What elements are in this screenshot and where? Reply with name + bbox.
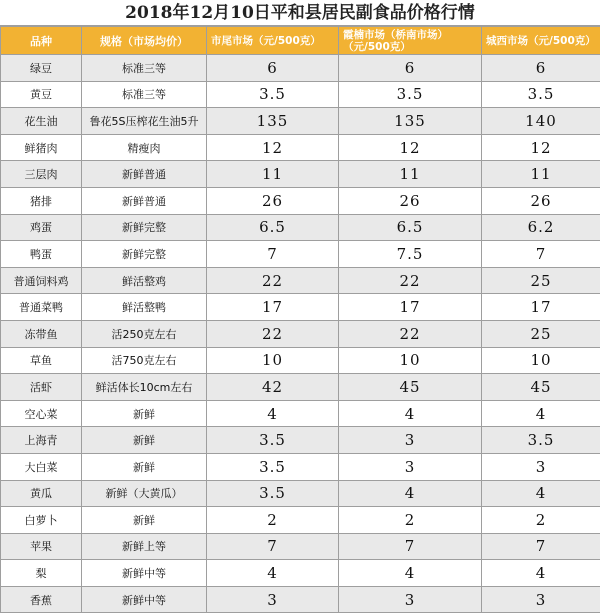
price-chengxi-cell: 2 [482, 507, 600, 534]
column-header-xianan-market: 霞楠市场（桥南市场）（元/500克） [339, 27, 482, 55]
price-xianan-cell: 10 [339, 347, 482, 374]
item-name-cell: 梨 [1, 560, 82, 587]
item-name-cell: 绿豆 [1, 55, 82, 82]
column-header-shiwei-market: 市尾市场（元/500克） [207, 27, 339, 55]
item-spec-cell: 新鲜中等 [82, 586, 207, 613]
column-header-chengxi-market: 城西市场（元/500克） [482, 27, 600, 55]
price-chengxi-cell: 10 [482, 347, 600, 374]
table-row [1, 480, 600, 507]
price-shiwei-cell: 6 [207, 55, 339, 82]
price-shiwei-cell: 12 [207, 134, 339, 161]
item-name-cell: 普通菜鸭 [1, 294, 82, 321]
item-spec-cell: 活250克左右 [82, 320, 207, 347]
table-row [1, 507, 600, 534]
price-chengxi-cell: 25 [482, 320, 600, 347]
price-xianan-cell: 7 [339, 533, 482, 560]
price-shiwei-cell: 3.5 [207, 480, 339, 507]
item-name-cell: 大白菜 [1, 453, 82, 480]
table-row [1, 161, 600, 188]
price-shiwei-cell: 11 [207, 161, 339, 188]
item-name-cell: 黄瓜 [1, 480, 82, 507]
item-spec-cell: 新鲜 [82, 427, 207, 454]
price-xianan-cell: 7.5 [339, 241, 482, 268]
price-chengxi-cell: 3.5 [482, 427, 600, 454]
price-xianan-cell: 6.5 [339, 214, 482, 241]
item-name-cell: 鸭蛋 [1, 241, 82, 268]
price-chengxi-cell: 6 [482, 55, 600, 82]
price-shiwei-cell: 3.5 [207, 453, 339, 480]
price-chengxi-cell: 7 [482, 241, 600, 268]
item-name-cell: 活虾 [1, 374, 82, 401]
price-chengxi-cell: 3 [482, 586, 600, 613]
price-shiwei-cell: 135 [207, 108, 339, 135]
price-chengxi-cell: 12 [482, 134, 600, 161]
table-row [1, 586, 600, 613]
column-header-spec: 规格（市场均价） [82, 27, 207, 55]
table-row [1, 267, 600, 294]
item-spec-cell: 鲜活体长10cm左右 [82, 374, 207, 401]
item-spec-cell: 鲁花5S压榨花生油5升 [82, 108, 207, 135]
price-chengxi-cell: 140 [482, 108, 600, 135]
item-spec-cell: 新鲜 [82, 453, 207, 480]
item-name-cell: 白萝卜 [1, 507, 82, 534]
item-name-cell: 空心菜 [1, 400, 82, 427]
table-row [1, 533, 600, 560]
price-shiwei-cell: 7 [207, 241, 339, 268]
table-row [1, 400, 600, 427]
price-xianan-cell: 17 [339, 294, 482, 321]
item-name-cell: 鸡蛋 [1, 214, 82, 241]
table-row [1, 214, 600, 241]
price-xianan-cell: 6 [339, 55, 482, 82]
table-row [1, 320, 600, 347]
item-name-cell: 鲜猪肉 [1, 134, 82, 161]
item-name-cell: 苹果 [1, 533, 82, 560]
item-name-cell: 黄豆 [1, 81, 82, 108]
item-name-cell: 上海青 [1, 427, 82, 454]
price-xianan-cell: 11 [339, 161, 482, 188]
price-shiwei-cell: 10 [207, 347, 339, 374]
item-spec-cell: 精瘦肉 [82, 134, 207, 161]
price-chengxi-cell: 4 [482, 560, 600, 587]
price-xianan-cell: 3 [339, 453, 482, 480]
item-spec-cell: 新鲜普通 [82, 187, 207, 214]
price-chengxi-cell: 3.5 [482, 81, 600, 108]
price-xianan-cell: 45 [339, 374, 482, 401]
price-chengxi-cell: 11 [482, 161, 600, 188]
item-spec-cell: 新鲜（大黄瓜） [82, 480, 207, 507]
price-chengxi-cell: 45 [482, 374, 600, 401]
price-chengxi-cell: 17 [482, 294, 600, 321]
item-spec-cell: 标准三等 [82, 55, 207, 82]
price-shiwei-cell: 42 [207, 374, 339, 401]
item-spec-cell: 活750克左右 [82, 347, 207, 374]
table-row [1, 427, 600, 454]
price-xianan-cell: 2 [339, 507, 482, 534]
price-chengxi-cell: 26 [482, 187, 600, 214]
item-spec-cell: 鲜活整鸭 [82, 294, 207, 321]
table-row [1, 294, 600, 321]
item-spec-cell: 新鲜中等 [82, 560, 207, 587]
price-shiwei-cell: 4 [207, 400, 339, 427]
price-shiwei-cell: 22 [207, 267, 339, 294]
price-shiwei-cell: 3.5 [207, 427, 339, 454]
table-row [1, 374, 600, 401]
price-shiwei-cell: 7 [207, 533, 339, 560]
table-row [1, 453, 600, 480]
item-spec-cell: 新鲜 [82, 400, 207, 427]
price-shiwei-cell: 17 [207, 294, 339, 321]
item-name-cell: 花生油 [1, 108, 82, 135]
price-shiwei-cell: 3.5 [207, 81, 339, 108]
price-xianan-cell: 22 [339, 320, 482, 347]
table-row [1, 55, 600, 82]
price-xianan-cell: 4 [339, 480, 482, 507]
header-row [1, 27, 600, 55]
item-spec-cell: 标准三等 [82, 81, 207, 108]
price-shiwei-cell: 26 [207, 187, 339, 214]
item-spec-cell: 新鲜完整 [82, 241, 207, 268]
table-row [1, 108, 600, 135]
price-chengxi-cell: 4 [482, 480, 600, 507]
price-xianan-cell: 12 [339, 134, 482, 161]
table-body [1, 55, 600, 613]
item-spec-cell: 鲜活整鸡 [82, 267, 207, 294]
item-name-cell: 猪排 [1, 187, 82, 214]
table-row [1, 187, 600, 214]
price-chengxi-cell: 7 [482, 533, 600, 560]
price-xianan-cell: 3 [339, 427, 482, 454]
price-xianan-cell: 3 [339, 586, 482, 613]
price-chengxi-cell: 4 [482, 400, 600, 427]
table-row [1, 81, 600, 108]
price-xianan-cell: 3.5 [339, 81, 482, 108]
price-chengxi-cell: 3 [482, 453, 600, 480]
price-shiwei-cell: 6.5 [207, 214, 339, 241]
item-spec-cell: 新鲜 [82, 507, 207, 534]
column-header-item: 品种 [1, 27, 82, 55]
table-row [1, 560, 600, 587]
item-spec-cell: 新鲜上等 [82, 533, 207, 560]
price-xianan-cell: 22 [339, 267, 482, 294]
price-table [0, 26, 600, 613]
price-shiwei-cell: 4 [207, 560, 339, 587]
price-chengxi-cell: 25 [482, 267, 600, 294]
price-xianan-cell: 4 [339, 400, 482, 427]
price-shiwei-cell: 2 [207, 507, 339, 534]
item-spec-cell: 新鲜完整 [82, 214, 207, 241]
item-spec-cell: 新鲜普通 [82, 161, 207, 188]
item-name-cell: 香蕉 [1, 586, 82, 613]
price-xianan-cell: 26 [339, 187, 482, 214]
item-name-cell: 三层肉 [1, 161, 82, 188]
sheet-title: 2018年12月10日平和县居民副食品价格行情 [0, 0, 600, 26]
table-row [1, 134, 600, 161]
price-chengxi-cell: 6.2 [482, 214, 600, 241]
item-name-cell: 冻带鱼 [1, 320, 82, 347]
table-row [1, 347, 600, 374]
price-xianan-cell: 4 [339, 560, 482, 587]
price-shiwei-cell: 3 [207, 586, 339, 613]
price-xianan-cell: 135 [339, 108, 482, 135]
item-name-cell: 普通饲料鸡 [1, 267, 82, 294]
table-row [1, 241, 600, 268]
price-shiwei-cell: 22 [207, 320, 339, 347]
item-name-cell: 草鱼 [1, 347, 82, 374]
